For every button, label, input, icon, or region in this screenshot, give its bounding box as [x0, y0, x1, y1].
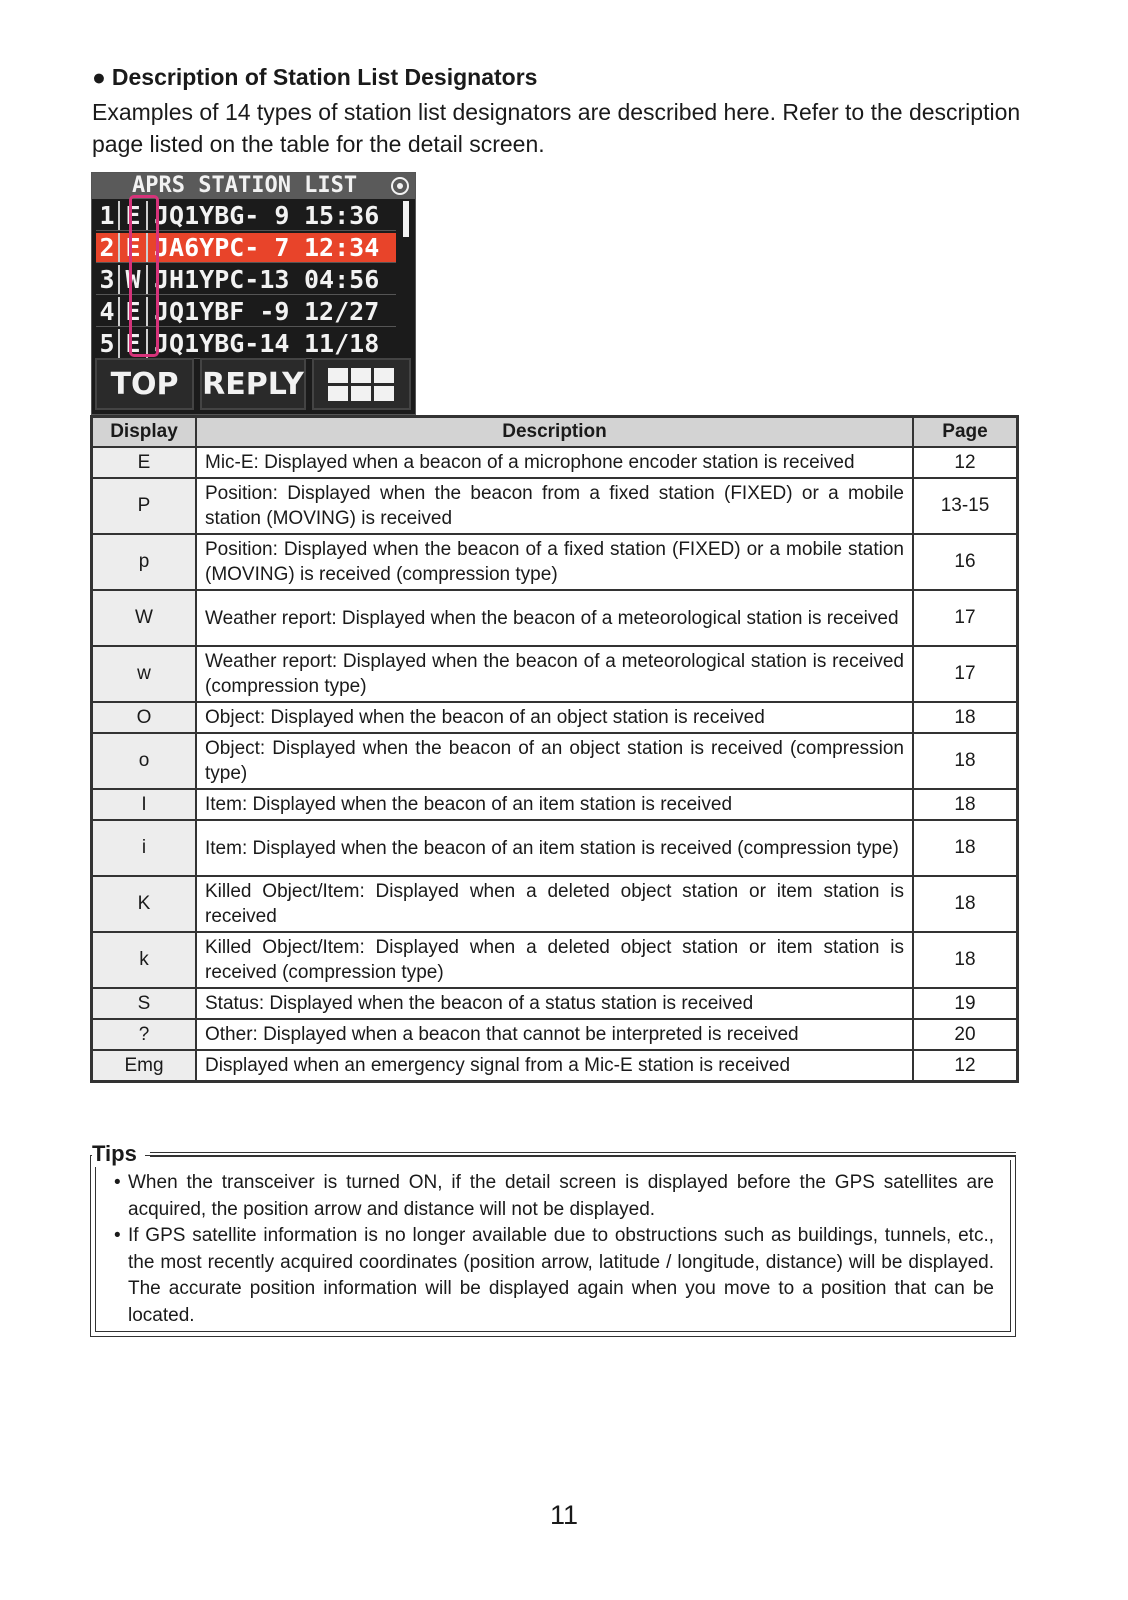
table-row: [92, 702, 1018, 733]
reply-key: REPLY: [200, 358, 306, 410]
tips-label: Tips: [92, 1141, 145, 1167]
page-number: 11: [549, 1500, 579, 1530]
display-cell: W: [92, 590, 197, 646]
screen-soft-keys: [95, 358, 411, 410]
table-row: [92, 932, 1018, 988]
row-designator: E: [118, 297, 148, 326]
page-cell: 18: [913, 789, 1018, 820]
description-cell: Object: Displayed when the beacon of an object station is received (compression type): [196, 733, 913, 789]
bullet-icon: ●: [92, 64, 106, 90]
designator-highlight-frame: [129, 195, 159, 357]
intro-paragraph: Examples of 14 types of station list designators are described here. Refer to the description page listed on the table for the detail screen.: [92, 99, 1021, 157]
description-cell: Item: Displayed when the beacon of an item station is received: [196, 789, 913, 820]
display-cell: S: [92, 988, 197, 1019]
page-cell: 17: [913, 646, 1018, 702]
display-cell: E: [92, 447, 197, 478]
description-cell: Killed Object/Item: Displayed when a deleted object station or item station is received: [196, 876, 913, 932]
table-row: [92, 646, 1018, 702]
row-callsign: JQ1YBG-14: [154, 329, 290, 358]
table-row: [92, 590, 1018, 646]
header-page: Page: [913, 417, 1018, 448]
description-cell: Status: Displayed when the beacon of a status station is received: [196, 988, 913, 1019]
page-cell: 16: [913, 534, 1018, 590]
tips-box: [90, 1155, 1016, 1337]
tips-inner: [95, 1160, 1011, 1332]
description-cell: Weather report: Displayed when the beacon of a meteorological station is received (compression type): [196, 646, 913, 702]
grid-menu-icon: [328, 368, 394, 401]
row-designator: E: [118, 233, 148, 262]
description-cell: Displayed when an emergency signal from a Mic-E station is received: [196, 1050, 913, 1082]
display-cell: Emg: [92, 1050, 197, 1082]
display-cell: I: [92, 789, 197, 820]
table-row: [92, 534, 1018, 590]
tips-list: [114, 1170, 994, 1329]
description-cell: Other: Displayed when a beacon that cannot be interpreted is received: [196, 1019, 913, 1050]
display-cell: w: [92, 646, 197, 702]
page-cell: 19: [913, 988, 1018, 1019]
page-cell: 18: [913, 932, 1018, 988]
page-cell: 12: [913, 447, 1018, 478]
display-cell: k: [92, 932, 197, 988]
description-cell: Weather report: Displayed when the beacon of a meteorological station is received: [196, 590, 913, 646]
row-number: 1: [99, 201, 115, 230]
section-heading-text: Description of Station List Designators: [111, 64, 538, 90]
tip-item: • When the transceiver is turned ON, if the detail screen is displayed before the GPS satellites are acquired, the position arrow and distance will not be displayed.: [114, 1170, 994, 1223]
designator-table: [90, 415, 1019, 1083]
description-cell: Item: Displayed when the beacon of an item station is received (compression type): [196, 820, 913, 876]
row-number: 2: [99, 233, 115, 262]
station-list-screen: [91, 172, 416, 415]
description-cell: Killed Object/Item: Displayed when a deleted object station or item station is received (compression type): [196, 932, 913, 988]
table-body: [92, 447, 1018, 1082]
gps-target-icon: [391, 177, 409, 195]
description-cell: Mic-E: Displayed when a beacon of a microphone encoder station is received: [196, 447, 913, 478]
row-time: 11/18: [304, 329, 380, 358]
display-cell: P: [92, 478, 197, 534]
table-row: [92, 447, 1018, 478]
row-designator: E: [118, 329, 148, 358]
display-cell: O: [92, 702, 197, 733]
table-row: [92, 988, 1018, 1019]
table-row: [92, 820, 1018, 876]
top-key: TOP: [95, 358, 194, 410]
table-row: [92, 876, 1018, 932]
table-row: [92, 733, 1018, 789]
description-cell: Object: Displayed when the beacon of an object station is received: [196, 702, 913, 733]
row-designator: W: [118, 265, 148, 294]
row-number: 4: [99, 297, 115, 326]
header-display: Display: [92, 417, 197, 448]
table-row: [92, 1019, 1018, 1050]
page-cell: 18: [913, 702, 1018, 733]
row-time: 04:56: [304, 265, 380, 294]
page-cell: 20: [913, 1019, 1018, 1050]
table-row: [92, 478, 1018, 534]
table-row: [92, 789, 1018, 820]
row-number: 3: [99, 265, 115, 294]
display-cell: K: [92, 876, 197, 932]
scrollbar: [403, 201, 409, 237]
page-cell: 17: [913, 590, 1018, 646]
row-callsign: JQ1YBG- 9: [154, 201, 290, 230]
row-time: 12:34: [304, 233, 380, 262]
display-cell: o: [92, 733, 197, 789]
table-row: [92, 1050, 1018, 1082]
page-cell: 18: [913, 876, 1018, 932]
table-header-row: [92, 417, 1018, 448]
row-time: 15:36: [304, 201, 380, 230]
screen-title: APRS STATION LIST: [132, 173, 358, 198]
row-time: 12/27: [304, 297, 380, 326]
page-cell: 12: [913, 1050, 1018, 1082]
row-designator: E: [118, 201, 148, 230]
row-callsign: JA6YPC- 7: [154, 233, 290, 262]
page-cell: 13-15: [913, 478, 1018, 534]
row-callsign: JH1YPC-13: [154, 265, 290, 294]
description-cell: Position: Displayed when the beacon of a fixed station (FIXED) or a mobile station (MOVING) is received (compression type): [196, 534, 913, 590]
display-cell: ?: [92, 1019, 197, 1050]
tip-item: • If GPS satellite information is no longer available due to obstructions such as buildings, tunnels, etc., the most recently acquired coordinates (position arrow, latitude / longitude, distance) will be displayed. The accurate position information will be displayed again when you move to a position that can be located.: [114, 1223, 994, 1329]
display-cell: i: [92, 820, 197, 876]
header-description: Description: [196, 417, 913, 448]
menu-key: [312, 358, 411, 410]
row-callsign: JQ1YBF -9: [154, 297, 290, 326]
section-heading: [92, 64, 537, 91]
page-cell: 18: [913, 733, 1018, 789]
description-cell: Position: Displayed when the beacon from a fixed station (FIXED) or a mobile station (MOVING) is received: [196, 478, 913, 534]
page-cell: 18: [913, 820, 1018, 876]
row-number: 5: [99, 329, 115, 358]
display-cell: p: [92, 534, 197, 590]
